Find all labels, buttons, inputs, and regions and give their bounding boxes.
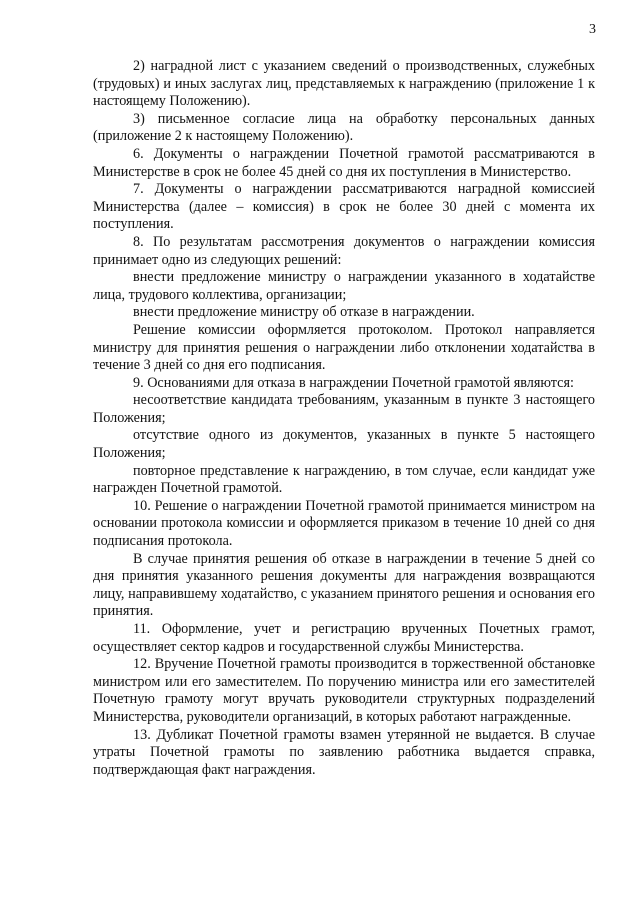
paragraph-refusal-reason-1: несоответствие кандидата требованиям, указанным в пункте 3 настоящего Положения; bbox=[93, 392, 595, 426]
paragraph-decision-refuse: внести предложение министру об отказе в награждении. bbox=[133, 304, 475, 321]
paragraph-decision-award: внести предложение министру о награждении указанного в ходатайстве лица, трудового коллектива, организации; bbox=[93, 269, 595, 303]
paragraph-item-9: 9. Основаниями для отказа в награждении Почетной грамотой являются: bbox=[133, 374, 574, 391]
paragraph-item-13: 13. Дубликат Почетной грамоты взамен утерянной не выдается. В случае утраты Почетной грамоты по заявлению работника выдается справка, подтверждающая факт награждения. bbox=[93, 726, 595, 778]
paragraph-item-6: 6. Документы о награждении Почетной грамотой рассматриваются в Министерстве в срок не более 45 дней со дня их поступления в Министерство. bbox=[93, 145, 595, 180]
paragraph-award-sheet: 2) наградной лист с указанием сведений о производственных, служебных (трудовых) и иных заслугах лиц, представляемых к награждению (приложение 1 к настоящему Положению). bbox=[93, 58, 595, 110]
paragraph-item-11: 11. Оформление, учет и регистрацию врученных Почетных грамот, осуществляет сектор кадров и государственной службы Министерства. bbox=[93, 621, 595, 655]
document-body bbox=[93, 58, 595, 779]
paragraph-consent: 3) письменное согласие лица на обработку персональных данных (приложение 2 к настоящему Положению). bbox=[93, 110, 595, 145]
paragraph-refusal-reason-2: отсутствие одного из документов, указанных в пункте 5 настоящего Положения; bbox=[93, 427, 595, 462]
paragraph-refusal-return: В случае принятия решения об отказе в награждении в течение 5 дней со дня принятия указанного решения документы для награждения возвращаются лицу, направившему ходатайство, с указанием принятого решения и основания его принятия. bbox=[93, 550, 595, 620]
paragraph-refusal-reason-3: повторное представление к награждению, в том случае, если кандидат уже награжден Почетной грамотой. bbox=[93, 462, 595, 497]
paragraph-item-10: 10. Решение о награждении Почетной грамотой принимается министром на основании протокола комиссии и оформляется приказом в течение 10 дней со дня подписания протокола. bbox=[93, 497, 595, 550]
paragraph-protocol: Решение комиссии оформляется протоколом. Протокол направляется министру для принятия решения о награждении либо отклонении ходатайства в течение 3 дней со дня его подписания. bbox=[93, 321, 595, 374]
paragraph-item-8: 8. По результатам рассмотрения документов о награждении комиссия принимает одно из следующих решений: bbox=[93, 233, 595, 268]
paragraph-item-7: 7. Документы о награждении рассматриваются наградной комиссией Министерства (далее – комиссия) в срок не более 30 дней с момента их поступления. bbox=[93, 181, 595, 233]
paragraph-item-12: 12. Вручение Почетной грамоты производится в торжественной обстановке министром или его заместителем. По поручению министра или его заместителей Почетную грамоту могут вручать руководители структурных подразделений Министерства, руководители организаций, в которых работают награжденные. bbox=[93, 656, 595, 725]
page-number: 3 bbox=[589, 22, 596, 37]
